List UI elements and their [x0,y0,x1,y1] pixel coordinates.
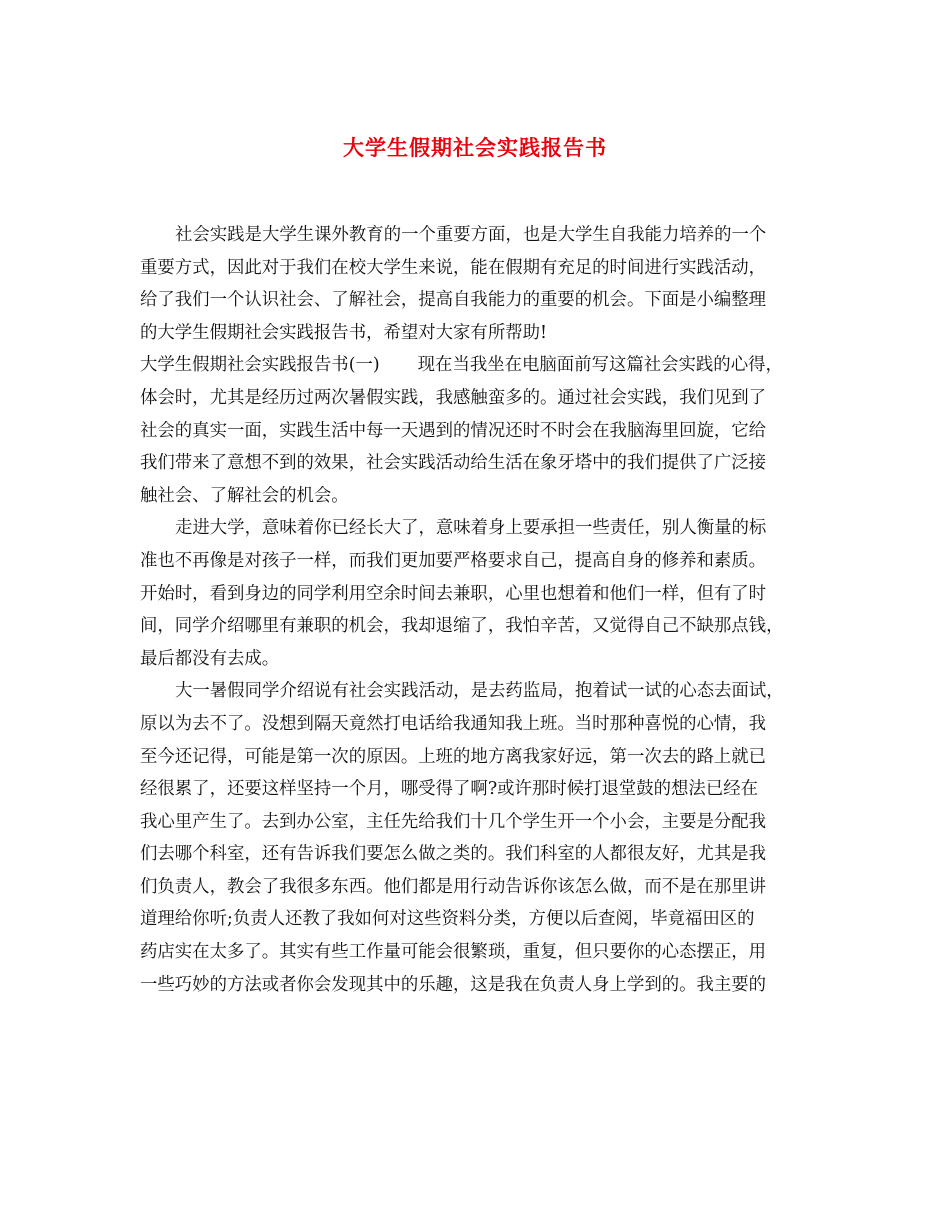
text-line: 我心里产生了。去到办公室，主任先给我们十几个学生开一个小会，主要是分配我 [140,811,767,832]
document-body [140,219,820,1001]
section-heading-line [140,349,820,382]
text-line: 间，同学介绍哪里有兼职的机会，我却退缩了，我怕辛苦，又觉得自己不缺那点钱， [140,616,784,637]
text-line: 们去哪个科室，还有告诉我们要怎么做之类的。我们科室的人都很友好，尤其是我 [140,844,767,865]
text-line: 经很累了，还要这样坚持一个月，哪受得了啊?或许那时候打退堂鼓的想法已经在 [140,779,758,800]
text-line: 触社会、了解社会的机会。 [140,485,349,506]
section-heading: 大学生假期社会实践报告书(一) [140,355,380,376]
text-line: 体会时，尤其是经历过两次暑假实践，我感触蛮多的。通过社会实践，我们见到了 [140,387,767,408]
text-line: 最后都没有去成。 [140,648,280,669]
text-line-fragment: 现在当我坐在电脑面前写这篇社会实践的心得， [417,355,783,376]
text-line: 一些巧妙的方法或者你会发现其中的乐趣，这是我在负责人身上学到的。我主要的 [140,974,767,995]
text-line: 走进大学，意味着你已经长大了，意味着身上要承担一些责任，别人衡量的标 [175,518,767,539]
text-line: 至今还记得，可能是第一次的原因。上班的地方离我家好远，第一次去的路上就已 [140,746,767,767]
text-line: 社会实践是大学生课外教育的一个重要方面，也是大学生自我能力培养的一个 [175,225,767,245]
text-line: 重要方式，因此对于我们在校大学生来说，能在假期有充足的时间进行实践活动， [140,257,767,278]
text-line: 大一暑假同学介绍说有社会实践活动，是去药监局，抱着试一试的心态去面试， [175,681,784,702]
text-line: 准也不再像是对孩子一样，而我们更加要严格要求自己，提高自身的修养和素质。 [140,550,767,571]
document-title: 大学生假期社会实践报告书 [343,135,607,160]
text-line: 原以为去不了。没想到隔天竟然打电话给我通知我上班。当时那种喜悦的心情，我 [140,713,767,734]
text-line: 开始时，看到身边的同学利用空余时间去兼职，心里也想着和他们一样，但有了时 [140,583,767,604]
text-line: 们负责人，教会了我很多东西。他们都是用行动告诉你该怎么做，而不是在那里讲 [140,876,767,897]
text-line: 给了我们一个认识社会、了解社会，提高自我能力的重要的机会。下面是小编整理 [140,290,767,311]
text-line: 道理给你听;负责人还教了我如何对这些资料分类，方便以后查阅，毕竟福田区的 [140,909,755,930]
text-line: 我们带来了意想不到的效果，社会实践活动给生活在象牙塔中的我们提供了广泛接 [140,453,767,474]
text-line: 的大学生假期社会实践报告书，希望对大家有所帮助! [140,322,547,343]
text-line: 社会的真实一面，实践生活中每一天遇到的情况还时不时会在我脑海里回旋，它给 [140,420,767,441]
text-line: 药店实在太多了。其实有些工作量可能会很繁琐，重复，但只要你的心态摆正，用 [140,942,767,963]
